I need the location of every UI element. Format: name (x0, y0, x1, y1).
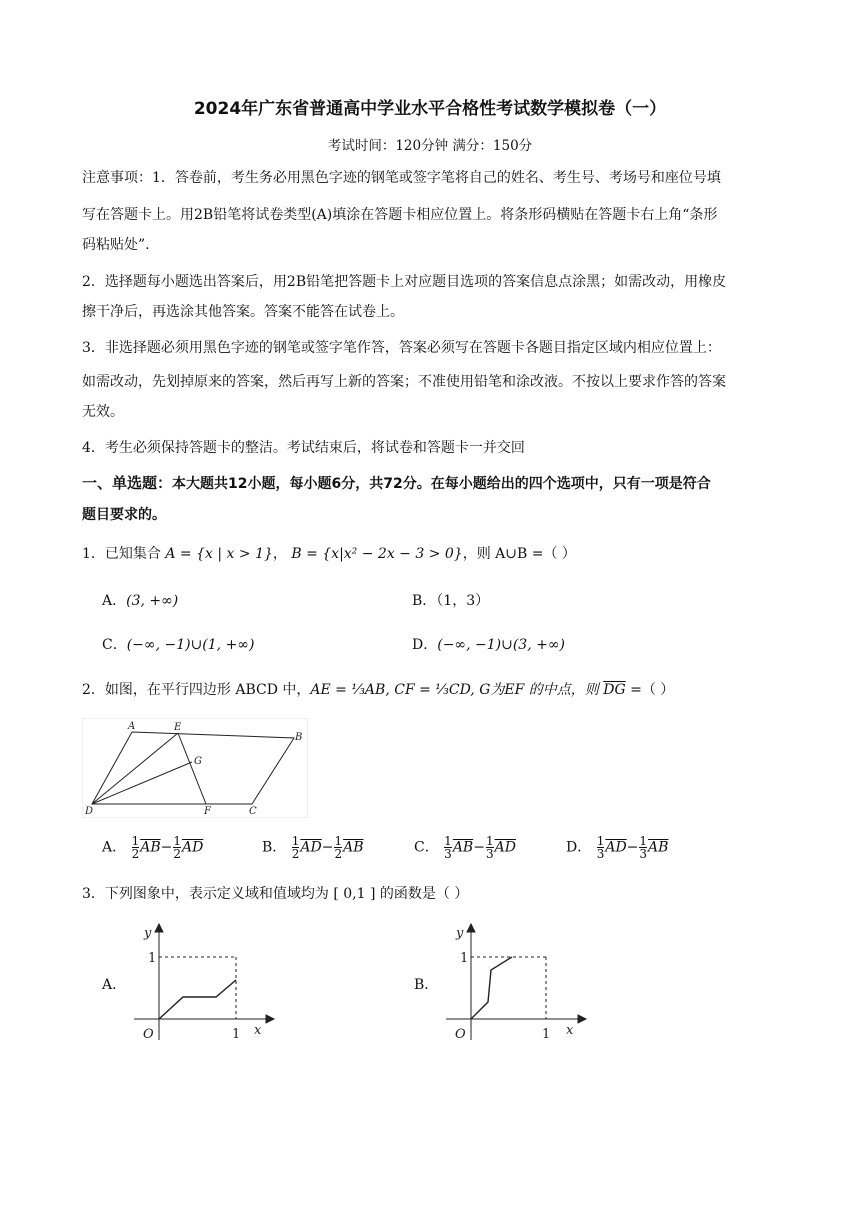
q2-option-b[interactable]: B． $\frac{1}{2}$ $\overline{AD}-$ $\frac{1}{2}$ $\overline{AB}$ (262, 834, 364, 861)
option-value: (−∞, −1)∪(3, +∞) (437, 637, 565, 653)
q2-option-d[interactable]: D． $\frac{1}{3}$ $\overline{AD}-$ $\frac{1}{3}$ $\overline{AB}$ (566, 834, 669, 861)
q3-option-a-label[interactable]: A． (102, 977, 127, 993)
vector: $\overline{AB}$ (343, 839, 364, 856)
note-line: 2．选择题每小题选出答案后，用2B铅笔把答题卡上对应题目选项的答案信息点涂黑；如需改动，用橡皮 (82, 274, 727, 290)
q1-comma: ， (272, 546, 287, 562)
vector: $\overline{AB}$ (452, 839, 474, 856)
option-letter: B． (262, 839, 287, 856)
label-e: E (174, 722, 182, 733)
vector: $\overline{AD}$ (494, 839, 516, 856)
label-g: G (194, 756, 202, 767)
fraction: $\frac{1}{3}$ (596, 834, 605, 861)
option-letter: A． (102, 839, 127, 856)
q1-prefix: 1．已知集合 (82, 546, 161, 562)
note-line: 写在答题卡上。用2B铅笔将试卷类型(A)填涂在答题卡相应位置上。将条形码横贴在答题卡右上角“条形 (82, 207, 718, 223)
q1-option-c[interactable] (102, 634, 254, 656)
fraction: $\frac{1}{3}$ (444, 834, 452, 861)
option-letter: A． (102, 593, 127, 609)
option-letter: D． (412, 637, 438, 653)
x-axis-label: x (254, 1023, 262, 1038)
parallelogram-figure (82, 718, 308, 818)
vector: $\overline{AD}$ (182, 839, 204, 856)
fraction: $\frac{1}{3}$ (639, 834, 648, 861)
option-letter: C． (102, 637, 127, 653)
q1-option-d[interactable] (412, 634, 565, 656)
vector: $\overline{AD}$ (605, 839, 627, 856)
q2-target-vector: $\overline{DG}$ (603, 682, 626, 698)
section-title: 一、单选题： (82, 474, 173, 492)
option-value: (−∞, −1)∪(1, +∞) (126, 637, 255, 653)
note-line: 注意事项：1．答卷前，考生务必用黑色字迹的钢笔或签字笔将自己的姓名、考生号、考场号和座位号填 (82, 170, 721, 186)
fraction: $\frac{1}{2}$ (131, 834, 140, 861)
q1-option-a[interactable] (102, 590, 178, 612)
note-line: 如需改动，先划掉原来的答案，然后再写上新的答案；不准使用铅笔和涂改液。不按以上要求作答的答案 (82, 374, 726, 390)
x-one-tick: 1 (232, 1027, 241, 1042)
note-line: 码粘贴处”. (82, 237, 150, 253)
q2-condition: AE = ⅓AB, CF = ⅓CD, G为EF 的中点，则 (310, 682, 599, 698)
label-a: A (128, 721, 136, 732)
fraction: $\frac{1}{2}$ (173, 834, 181, 861)
q1-ask: ，则 A∪B =（ ） (462, 546, 576, 562)
q1-set-a: A = {x | x > 1} (165, 546, 273, 562)
y-axis-label: y (456, 926, 464, 941)
section-heading (82, 473, 711, 494)
note-line: 无效。 (82, 404, 124, 420)
exam-info: 考试时间：120分钟 满分：150分 (327, 138, 533, 154)
option-letter: D． (566, 839, 592, 856)
page-title: 2024年广东省普通高中学业水平合格性考试数学模拟卷（一） (193, 99, 667, 119)
note-line: 4．考生必须保持答题卡的整洁。考试结束后，将试卷和答题卡一并交回 (82, 440, 525, 456)
q3-graph-b (438, 920, 588, 1045)
fraction: $\frac{1}{3}$ (485, 834, 494, 861)
x-axis-label: x (566, 1023, 574, 1038)
question-3: 3．下列图象中，表示定义域和值域均为 [ 0,1 ] 的函数是（ ） (82, 886, 469, 902)
q1-option-b[interactable]: B．（1，3） (412, 593, 490, 609)
fraction: $\frac{1}{2}$ (291, 834, 300, 861)
q3-graph-a (126, 920, 276, 1045)
y-one-tick: 1 (148, 951, 157, 966)
x-one-tick: 1 (542, 1027, 551, 1042)
option-letter: C． (414, 839, 439, 856)
q2-option-c[interactable]: C． $\frac{1}{3}$ $\overline{AB}-$ $\frac{1}{3}$ $\overline{AD}$ (414, 834, 516, 861)
q2-ask: =（ ） (625, 682, 675, 698)
label-f: F (204, 806, 211, 817)
q3-option-b-label[interactable]: B． (414, 977, 439, 993)
q2-prefix: 2．如图，在平行四边形 ABCD 中， (82, 682, 311, 698)
vector: $\overline{AD}$ (300, 839, 322, 856)
y-axis-label: y (144, 926, 152, 941)
fraction: $\frac{1}{2}$ (334, 834, 343, 861)
origin-label: O (455, 1027, 466, 1042)
vector: $\overline{AB}$ (140, 839, 161, 856)
origin-label: O (143, 1027, 154, 1042)
label-d: D (85, 806, 94, 817)
question-2 (82, 680, 674, 700)
section-desc: 本大题共12小题，每小题6分，共72分。在每小题给出的四个选项中，只有一项是符合 (172, 476, 711, 492)
label-b: B (295, 732, 303, 743)
note-line: 擦干净后，再选涂其他答案。答案不能答在试卷上。 (82, 304, 404, 320)
section-desc-cont: 题目要求的。 (82, 507, 166, 523)
label-c: C (249, 806, 257, 817)
option-value: (3, +∞) (126, 593, 179, 609)
y-one-tick: 1 (460, 951, 469, 966)
q2-option-a[interactable]: A． $\frac{1}{2}$ $\overline{AB}-$ $\frac{1}{2}$ $\overline{AD}$ (102, 834, 204, 861)
q1-set-b: B = {x|x² − 2x − 3 > 0} (291, 546, 463, 562)
vector: $\overline{AB}$ (648, 839, 669, 856)
question-1 (82, 544, 576, 564)
note-line: 3．非选择题必须用黑色字迹的钢笔或签字笔作答，答案必须写在答题卡各题目指定区域内相应位置上： (82, 340, 721, 356)
